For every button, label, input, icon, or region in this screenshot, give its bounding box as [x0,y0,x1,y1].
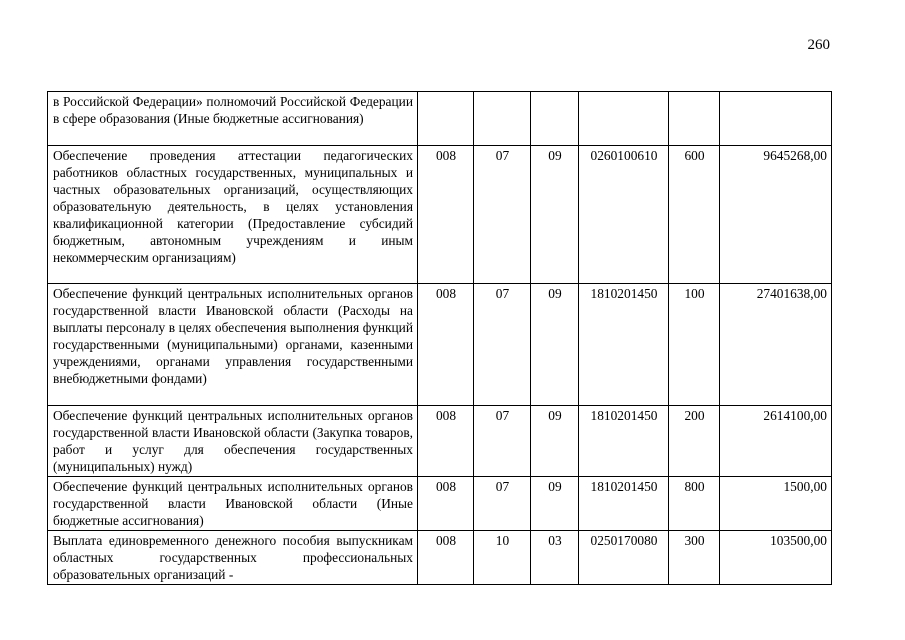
row-description: Выплата единовременного денежного пособия выпускникам областных государственных профессиональных образовательных организаций - [48,531,418,585]
table-row [48,92,832,146]
section-code: 07 [474,406,531,477]
target-article-code: 0250170080 [579,531,669,585]
target-article-code [579,92,669,146]
amount: 2614100,00 [720,406,832,477]
ministry-code [418,92,474,146]
section-code: 07 [474,284,531,406]
amount: 103500,00 [720,531,832,585]
target-article-code: 1810201450 [579,477,669,531]
row-description: Обеспечение проведения аттестации педагогических работников областных государственных, муниципальных и частных образовательных организаций, осуществляющих образовательную деятельность, в целях установления квалификационной категории (Предоставление субсидий бюджетным, автономным учреждениям и иным некоммерческим организациям) [48,146,418,284]
budget-table [47,91,832,585]
target-article-code: 0260100610 [579,146,669,284]
amount: 27401638,00 [720,284,832,406]
amount: 1500,00 [720,477,832,531]
section-code [474,92,531,146]
subsection-code: 09 [531,284,579,406]
expense-type-code: 200 [669,406,720,477]
subsection-code: 03 [531,531,579,585]
subsection-code: 09 [531,146,579,284]
target-article-code: 1810201450 [579,284,669,406]
table-row [48,284,832,406]
section-code: 10 [474,531,531,585]
row-description: Обеспечение функций центральных исполнительных органов государственной власти Ивановской области (Иные бюджетные ассигнования) [48,477,418,531]
expense-type-code: 300 [669,531,720,585]
section-code: 07 [474,146,531,284]
row-description: Обеспечение функций центральных исполнительных органов государственной власти Ивановской области (Закупка товаров, работ и услуг для обеспечения государственных (муниципальных) нужд) [48,406,418,477]
ministry-code: 008 [418,531,474,585]
table-row [48,406,832,477]
amount [720,92,832,146]
amount: 9645268,00 [720,146,832,284]
expense-type-code: 100 [669,284,720,406]
table-row [48,531,832,585]
table-row [48,477,832,531]
page-number: 260 [807,37,830,53]
expense-type-code [669,92,720,146]
ministry-code: 008 [418,284,474,406]
expense-type-code: 800 [669,477,720,531]
ministry-code: 008 [418,477,474,531]
subsection-code [531,92,579,146]
subsection-code: 09 [531,477,579,531]
subsection-code: 09 [531,406,579,477]
section-code: 07 [474,477,531,531]
expense-type-code: 600 [669,146,720,284]
target-article-code: 1810201450 [579,406,669,477]
row-description: в Российской Федерации» полномочий Российской Федерации в сфере образования (Иные бюджетные ассигнования) [48,92,418,146]
row-description: Обеспечение функций центральных исполнительных органов государственной власти Ивановской области (Расходы на выплаты персоналу в целях обеспечения выполнения функций государственными (муниципальными) органами, казенными учреждениями, органами управления государственными внебюджетными фондами) [48,284,418,406]
ministry-code: 008 [418,146,474,284]
table-row [48,146,832,284]
ministry-code: 008 [418,406,474,477]
